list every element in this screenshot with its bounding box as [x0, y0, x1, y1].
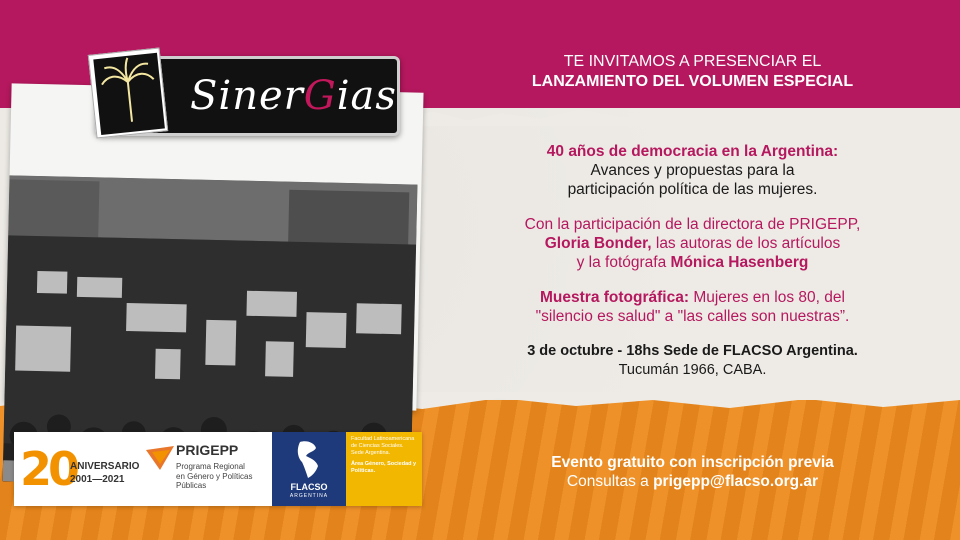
event-subtitle-line-1: Avances y propuestas para la — [590, 162, 795, 179]
contact-prefix: Consultas a — [566, 473, 654, 490]
anniversary-logo — [20, 440, 150, 498]
flacso-country: ARGENTINA — [289, 493, 329, 499]
flacso-area-text: Área Género, Sociedad y Políticas. — [351, 461, 417, 474]
sponsor-logos — [14, 432, 422, 506]
flacso-area-panel — [346, 432, 422, 506]
header-line-1: TE INVITAMOS A PRESENCIAR EL — [563, 53, 822, 70]
prigepp-name: PRIGEPP — [176, 442, 239, 458]
palm-tree-icon — [88, 47, 168, 138]
event-details — [440, 142, 945, 380]
participant-monica-hasenberg: Mónica Hasenberg — [670, 254, 809, 271]
prigepp-desc-2: en Género y Políticas — [176, 471, 253, 481]
participation-line-2: las autoras de los artículos — [651, 235, 841, 252]
header-line-2: LANZAMIENTO DEL VOLUMEN ESPECIAL — [531, 73, 854, 90]
invitation-header — [440, 52, 945, 92]
registration-info — [460, 453, 925, 491]
exhibit-text-1: Mujeres en los 80, del — [689, 289, 845, 306]
americas-map-icon — [292, 440, 326, 480]
event-subtitle-line-2: participación política de las mujeres. — [567, 181, 818, 198]
contact-email[interactable]: prigepp@flacso.org.ar — [653, 473, 819, 490]
prigepp-logo — [146, 440, 276, 498]
sinergias-logo — [95, 56, 400, 136]
prigepp-mark-icon — [146, 446, 176, 472]
flacso-faculty-text: Facultad Latinoamericana de Ciencias Sociales. Sede Argentina. — [351, 436, 415, 456]
exhibit-text-2: "silencio es salud" a "las calles son nuestras”. — [535, 308, 850, 325]
participation-line-3: y la fotógrafa — [576, 254, 671, 271]
prigepp-desc-1: Programa Regional — [176, 462, 245, 471]
participant-gloria-bonder: Gloria Bonder, — [544, 235, 652, 252]
event-title: 40 años de democracia en la Argentina: — [546, 143, 839, 160]
prigepp-desc-3: Públicas — [176, 481, 207, 490]
flacso-logo — [272, 432, 346, 506]
flacso-name: FLACSO — [290, 482, 328, 492]
registration-line: Evento gratuito con inscripción previa — [551, 454, 834, 471]
event-address: Tucumán 1966, CABA. — [618, 362, 767, 378]
anniversary-label: ANIVERSARIO — [70, 461, 140, 472]
exhibit-label: Muestra fotográfica: — [540, 289, 690, 306]
logo-wordmark: SinerGias — [190, 73, 397, 119]
event-date: 3 de octubre - 18hs Sede de FLACSO Argentina. — [527, 343, 858, 359]
anniversary-number: 20 — [20, 442, 77, 496]
participation-line-1: Con la participación de la directora de PRIGEPP, — [524, 216, 861, 233]
anniversary-years: 2001—2021 — [70, 474, 125, 485]
